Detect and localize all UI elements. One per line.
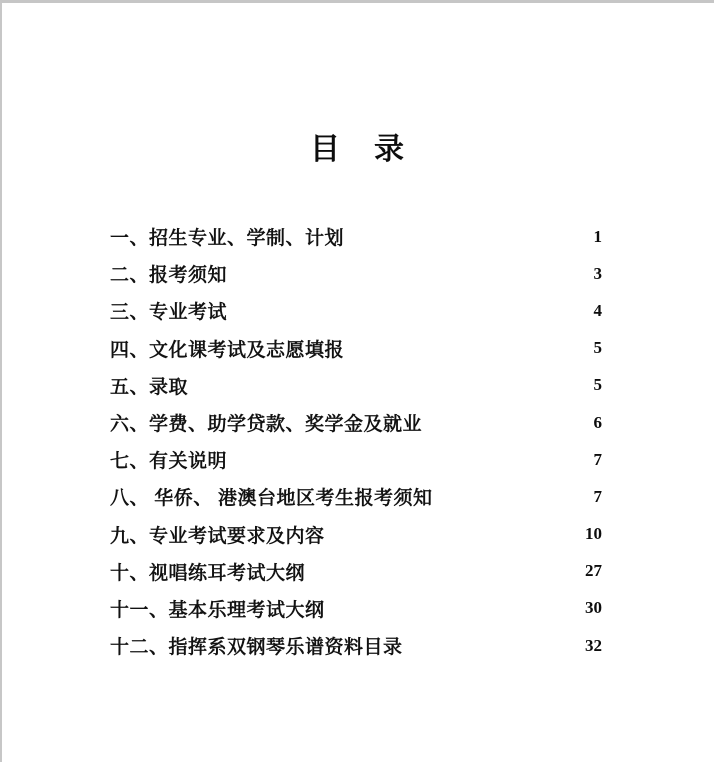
toc-entry-label: 四、文化课考试及志愿填报 — [110, 339, 345, 361]
toc-entry — [110, 553, 602, 590]
toc-entry-page: 10 — [585, 524, 602, 544]
toc-entry — [110, 516, 602, 553]
toc-entry-label: 九、专业考试要求及内容 — [110, 525, 325, 547]
toc-entry-label: 五、录取 — [110, 376, 189, 398]
toc-entry — [110, 330, 602, 367]
toc-entry-label: 一、招生专业、学制、计划 — [110, 228, 345, 250]
toc-entry-label: 十、视唱练耳考试大纲 — [110, 562, 306, 584]
toc-entry — [110, 478, 602, 515]
toc-entry — [110, 590, 602, 627]
toc-entry-page: 6 — [593, 412, 602, 432]
toc-entry — [110, 404, 602, 441]
toc-entry-page: 1 — [593, 226, 602, 246]
toc-entry-label: 六、学费、助学贷款、奖学金及就业 — [110, 414, 423, 436]
toc-entry — [110, 292, 602, 329]
toc-entry-label: 三、专业考试 — [110, 302, 228, 324]
toc-entry-page: 3 — [593, 263, 602, 283]
toc-entry-page: 27 — [585, 561, 602, 581]
toc-entry-page: 5 — [593, 375, 602, 395]
page-title: 目 录 — [310, 133, 406, 166]
toc-entry — [110, 627, 602, 664]
toc-entry-label: 八、 华侨、 港澳台地区考生报考须知 — [110, 488, 433, 510]
toc-entry-page: 5 — [593, 338, 602, 358]
toc-entry-label: 十一、基本乐理考试大纲 — [110, 599, 325, 621]
toc-entry — [110, 441, 602, 478]
toc-entry-label: 十二、指挥系双钢琴乐谱资料目录 — [110, 637, 403, 659]
toc-entry-label: 二、报考须知 — [110, 265, 228, 287]
toc-entry — [110, 255, 602, 292]
toc-entry — [110, 367, 602, 404]
toc-entry-label: 七、有关说明 — [110, 451, 228, 473]
toc-entry-page: 7 — [593, 486, 602, 506]
toc-entry — [110, 218, 602, 255]
toc-entry-page: 4 — [593, 300, 602, 320]
toc-entry-page: 7 — [593, 449, 602, 469]
toc-entry-page: 32 — [585, 635, 602, 655]
toc-list — [110, 218, 602, 664]
toc-entry-page: 30 — [585, 598, 602, 618]
